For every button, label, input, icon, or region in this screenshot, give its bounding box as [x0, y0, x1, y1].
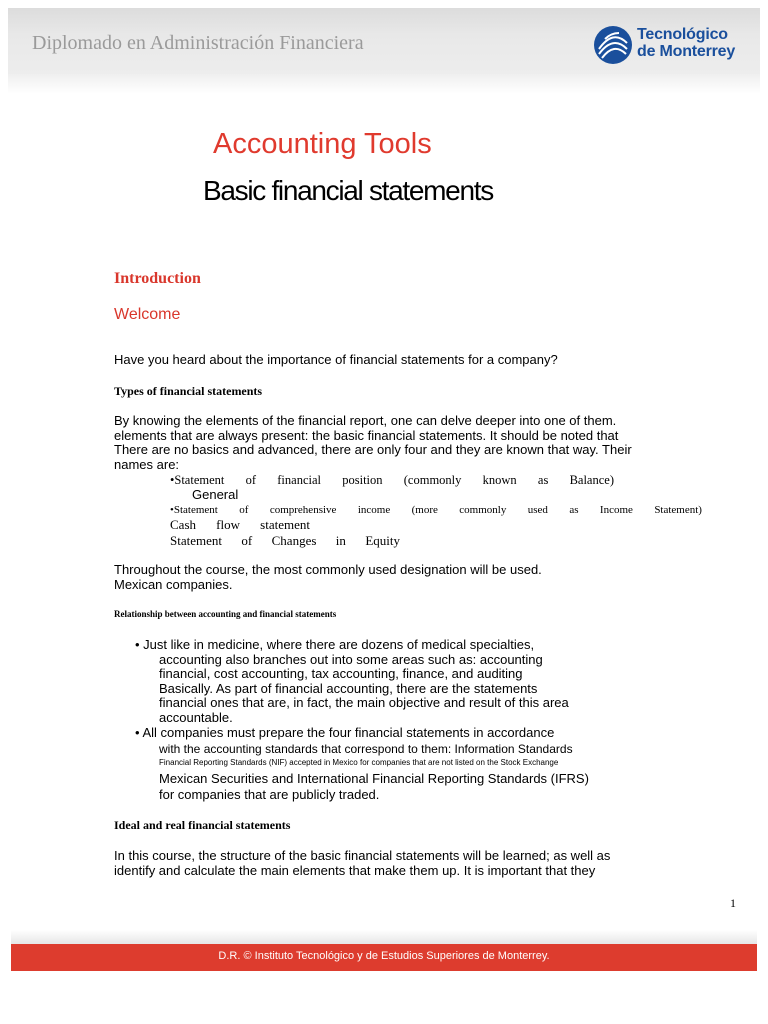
bullet-line: accounting also branches out into some areas such as: accounting: [159, 651, 543, 667]
word: Statement: [170, 533, 222, 548]
bullet-medicine: [135, 638, 569, 725]
header-shadow: [8, 74, 760, 94]
word: used: [527, 504, 548, 516]
statement-item-1-cont: General: [192, 487, 239, 502]
bullet-companies-line-4: Mexican Securities and International Financial Reporting Standards (IFRS): [159, 771, 589, 786]
program-title: Diplomado en Administración Financiera: [32, 32, 364, 54]
footer-shadow: [11, 930, 757, 944]
logo-line-2: de Monterrey: [637, 43, 736, 60]
question-text: Have you heard about the importance of financial statements for a company?: [114, 352, 558, 367]
word: Statement): [654, 504, 702, 516]
word: Changes: [271, 533, 317, 548]
word: of: [241, 533, 253, 548]
word: in: [335, 533, 346, 548]
bullet-line: financial ones that are, in fact, the main objective and result of this area: [159, 695, 569, 710]
logo-line-1: Tecnológico: [637, 26, 728, 43]
bullet-companies-small: Financial Reporting Standards (NIF) accepted in Mexico for companies that are not listed on the Stock Exchange: [159, 758, 559, 767]
statement-item-4: [170, 534, 400, 549]
welcome-heading: Welcome: [114, 306, 181, 323]
word: financial: [277, 473, 321, 487]
bullet-companies-line-5: for companies that are publicly traded.: [159, 787, 380, 802]
word: (more: [411, 504, 438, 516]
word: position: [342, 473, 383, 487]
word: Cash: [170, 517, 196, 532]
bullet-companies-line-2: with the accounting standards that correspond to them: Information Standards: [159, 742, 573, 756]
bullet-line: financial, cost accounting, tax accounting, finance, and auditing: [159, 666, 523, 681]
designation-paragraph: [114, 563, 542, 592]
types-para-line: There are no basics and advanced, there are only four and they are known that way. Their: [114, 442, 632, 457]
word: •Statement: [170, 504, 218, 516]
page-footer: [11, 944, 757, 971]
document-title: Accounting Tools: [213, 128, 432, 160]
word: flow: [216, 517, 240, 532]
word: as: [537, 473, 549, 487]
copyright-text: D.R. © Instituto Tecnológico y de Estudios Superiores de Monterrey.: [218, 950, 550, 962]
word: •Statement: [170, 473, 225, 487]
word: as: [569, 504, 579, 516]
ideal-heading: Ideal and real financial statements: [114, 818, 291, 832]
document-subtitle: Basic financial statements: [203, 175, 493, 206]
word: of: [239, 504, 249, 516]
bullet-companies-line-1: • All companies must prepare the four financial statements in accordance: [135, 725, 555, 740]
designation-line: Mexican companies.: [114, 576, 233, 592]
designation-line: Throughout the course, the most commonly used designation will be used.: [114, 562, 542, 577]
page-number: 1: [730, 896, 736, 910]
statement-item-2: [170, 503, 702, 518]
course-line: In this course, the structure of the basic financial statements will be learned; as well as: [114, 848, 611, 863]
relationship-heading: Relationship between accounting and financial statements: [114, 609, 337, 619]
bullet-line: • Just like in medicine, where there are dozens of medical specialties,: [135, 637, 535, 652]
bullet-line: accountable.: [159, 709, 233, 725]
types-para-line: By knowing the elements of the financial report, one can delve deeper into one of them.: [114, 413, 617, 428]
logo-wordmark: [637, 26, 735, 60]
word: Balance): [569, 473, 614, 487]
word: (commonly: [403, 473, 462, 487]
institution-logo: [593, 25, 753, 69]
word: commonly: [459, 504, 507, 516]
word: comprehensive: [269, 504, 337, 516]
word: Equity: [365, 533, 400, 548]
types-paragraph: [114, 414, 674, 472]
bullet-line: Basically. As part of financial accounting, there are the statements: [159, 680, 538, 696]
tec-logo-icon: [593, 25, 633, 65]
word: statement: [260, 517, 310, 532]
course-line: identify and calculate the main elements that make them up. It is important that they: [114, 862, 596, 878]
introduction-heading: Introduction: [114, 270, 201, 287]
types-para-line: elements that are always present: the basic financial statements. It should be noted that: [114, 427, 619, 443]
statement-item-1: [170, 473, 614, 488]
word: known: [482, 473, 517, 487]
page-header: [8, 8, 760, 75]
course-paragraph: [114, 849, 610, 878]
word: of: [245, 473, 257, 487]
types-para-line: names are:: [114, 456, 180, 472]
word: income: [357, 504, 391, 516]
types-heading: Types of financial statements: [114, 384, 263, 398]
word: Income: [599, 504, 633, 516]
statement-item-3: [170, 518, 310, 533]
